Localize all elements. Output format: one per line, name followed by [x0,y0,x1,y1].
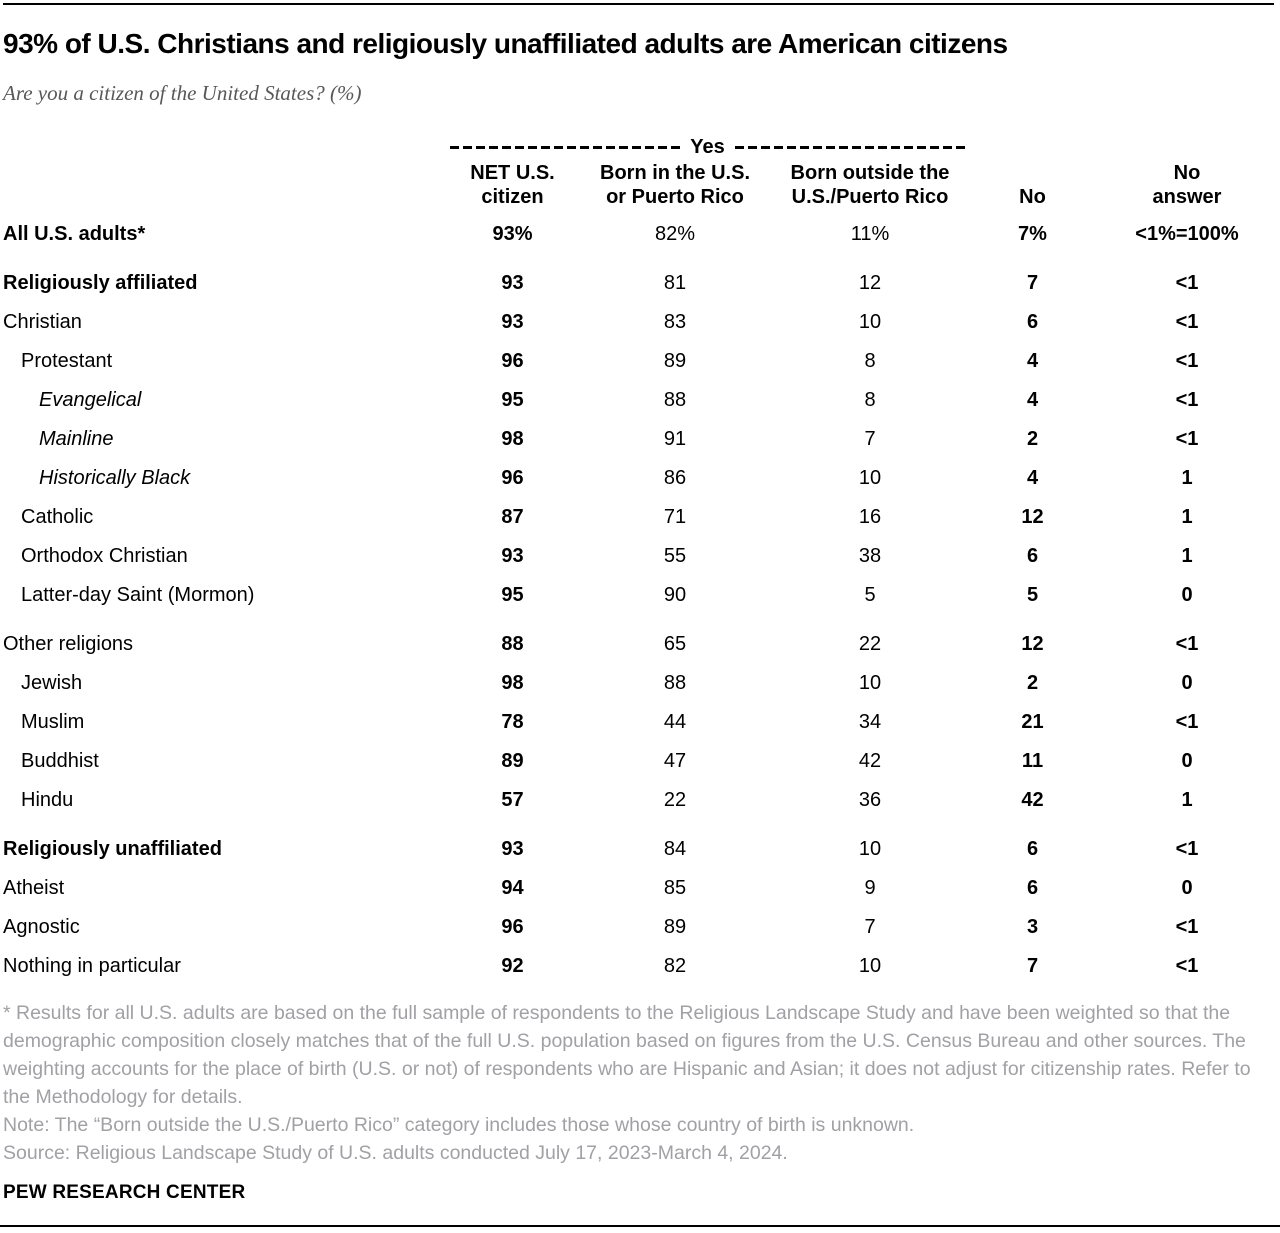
table-row [3,947,1274,986]
born-in-us-value: 90 [663,584,687,606]
no-answer-value: <1 [1175,389,1199,411]
row-label: Religiously affiliated [3,272,198,294]
net-citizen-value: 92 [501,955,524,977]
no-answer-value: 1 [1181,545,1193,567]
net-citizen-value: 98 [501,428,524,450]
net-citizen-value: 57 [501,789,524,811]
net-citizen-value: 93 [501,311,524,333]
top-rule [3,3,1274,5]
no-answer-value: 0 [1181,584,1193,606]
no-value: 6 [1026,838,1039,860]
net-citizen-value: 95 [501,584,524,606]
no-value: 11 [1021,750,1044,772]
no-answer-value: 0 [1181,877,1193,899]
born-in-us-value: 83 [663,311,687,333]
table-row [3,215,1274,254]
table-body [3,215,1274,986]
source-line: Source: Religious Landscape Study of U.S. adults conducted July 17, 2023-March 4, 2024. [3,1142,788,1164]
no-answer-value: <1 [1175,272,1199,294]
yes-dash-left [450,146,680,149]
net-citizen-value: 95 [501,389,524,411]
born-in-us-value: 65 [663,633,687,655]
no-value: 6 [1026,545,1039,567]
header-line: Born in the U.S. [600,162,750,184]
no-value: 7 [1026,955,1039,977]
no-answer-value: <1 [1175,633,1199,655]
born-outside-value: 38 [858,545,882,567]
no-answer-value: <1 [1175,711,1199,733]
no-value: 21 [1021,711,1044,733]
net-citizen-value: 93 [501,838,524,860]
net-citizen-value: 87 [501,506,524,528]
born-in-us-value: 84 [663,838,687,860]
no-value: 2 [1026,428,1039,450]
born-outside-value: 10 [858,838,882,860]
row-label: Evangelical [39,389,142,411]
table-row [3,303,1274,342]
row-label: Mainline [39,428,114,450]
no-value: 42 [1021,789,1044,811]
table-row [3,908,1274,947]
table-row [3,703,1274,742]
header-line: Born outside the [790,162,950,184]
row-label: Agnostic [3,916,80,938]
asterisk-footnote: * Results for all U.S. adults are based on the full sample of respondents to the Religious Landscape Study and have been weighted so that the demographic composition closely matches that of the full U.S. population based on figures from the U.S. Census Bureau and other sources. The weighting accounts for the place of birth (U.S. or not) of respondents who are Hispanic and Asian; it does not adjust for citizenship rates. Refer to the Methodology for details. [3,1002,1251,1108]
table-row [3,537,1274,576]
net-citizen-value: 96 [501,467,524,489]
no-value: 12 [1021,633,1044,655]
no-answer-value: 0 [1181,672,1193,694]
born-outside-value: 12 [858,272,882,294]
no-value: 7% [1018,223,1047,245]
row-label: Muslim [21,711,85,733]
no-answer-value: <1 [1175,916,1199,938]
no-answer-value: 1 [1181,506,1193,528]
row-label: Hindu [21,789,74,811]
yes-column-group-header [450,136,965,159]
born-outside-value: 5 [864,584,876,606]
no-answer-value: 0 [1181,750,1193,772]
table-row [3,781,1274,820]
table-row [3,342,1274,381]
row-label: Historically Black [39,467,191,489]
born-in-us-value: 82% [654,223,696,245]
col-header-no-answer [1100,161,1274,209]
col-header-no [965,185,1100,209]
row-label: Jewish [21,672,83,694]
net-citizen-value: 98 [501,672,524,694]
header-line: answer [1152,186,1222,208]
born-in-us-value: 22 [663,789,687,811]
pew-research-center-wordmark: PEW RESEARCH CENTER [3,1182,246,1203]
no-value: 4 [1026,467,1039,489]
born-outside-value: 22 [858,633,882,655]
header-line: citizen [481,186,544,208]
no-value: 6 [1026,877,1039,899]
born-outside-value: 8 [864,389,876,411]
table-row [3,830,1274,869]
born-outside-value: 10 [858,955,882,977]
net-citizen-value: 93 [501,272,524,294]
net-citizen-value: 89 [501,750,524,772]
table-row [3,498,1274,537]
no-answer-value: <1 [1175,838,1199,860]
no-value: 3 [1026,916,1039,938]
row-label: Other religions [3,633,134,655]
table-row [3,625,1274,664]
bottom-rule [0,1225,1280,1227]
net-citizen-value: 96 [501,350,524,372]
net-citizen-value: 93 [501,545,524,567]
table-row [3,664,1274,703]
col-header-net-us-citizen [450,161,575,209]
table-row [3,381,1274,420]
born-in-us-value: 82 [663,955,687,977]
table-row [3,869,1274,908]
table-row [3,742,1274,781]
row-label: Latter-day Saint (Mormon) [21,584,255,606]
header-line: NET U.S. [470,162,555,184]
row-label: Orthodox Christian [21,545,188,567]
yes-dash-right [735,146,965,149]
table-row [3,459,1274,498]
row-label: Protestant [21,350,113,372]
net-citizen-value: 78 [501,711,524,733]
born-in-us-value: 44 [663,711,687,733]
no-answer-value: 1 [1181,467,1193,489]
header-line: No [1173,162,1201,184]
net-citizen-value: 88 [501,633,524,655]
row-label: Christian [3,311,82,333]
net-citizen-value: 93% [492,223,533,245]
born-outside-value: 7 [864,916,876,938]
header-line: No [1019,186,1046,208]
row-label: Nothing in particular [3,955,181,977]
born-outside-value: 42 [858,750,882,772]
table-row [3,264,1274,303]
born-in-us-value: 85 [663,877,687,899]
born-outside-value: 10 [858,311,882,333]
born-outside-value: 9 [864,877,876,899]
born-outside-value: 36 [858,789,882,811]
row-label: All U.S. adults* [3,223,146,245]
born-outside-value: 8 [864,350,876,372]
born-in-us-value: 47 [663,750,687,772]
table-row [3,576,1274,615]
born-in-us-value: 91 [663,428,687,450]
born-outside-value: 11% [850,223,890,245]
no-answer-value: 1 [1181,789,1193,811]
no-value: 6 [1026,311,1039,333]
no-answer-value: <1 [1175,350,1199,372]
row-label: Atheist [3,877,65,899]
table-row [3,420,1274,459]
no-answer-value: <1 [1175,311,1199,333]
born-outside-value: 7 [864,428,876,450]
born-in-us-value: 88 [663,672,687,694]
no-answer-value: <1 [1175,955,1199,977]
row-label: Buddhist [21,750,99,772]
header-line: U.S./Puerto Rico [791,186,949,208]
header-line: or Puerto Rico [606,186,744,208]
yes-group-label: Yes [690,136,725,158]
no-value: 7 [1026,272,1039,294]
born-outside-value: 10 [858,672,882,694]
net-citizen-value: 94 [501,877,524,899]
born-in-us-value: 89 [663,350,687,372]
note-line: Note: The “Born outside the U.S./Puerto Rico” category includes those whose country of birth is unknown. [3,1114,915,1136]
col-header-born-outside-us [775,161,965,209]
pew-table-figure [0,3,1280,1204]
born-in-us-value: 81 [663,272,687,294]
no-value: 2 [1026,672,1039,694]
born-in-us-value: 89 [663,916,687,938]
footnote-block [3,999,1265,1167]
no-answer-value: <1%=100% [1135,223,1239,245]
row-label: Catholic [21,506,94,528]
col-header-born-in-us [575,161,775,209]
no-value: 5 [1026,584,1039,606]
born-outside-value: 10 [858,467,882,489]
no-answer-value: <1 [1175,428,1199,450]
born-in-us-value: 88 [663,389,687,411]
no-value: 4 [1026,389,1039,411]
born-outside-value: 16 [858,506,882,528]
born-outside-value: 34 [858,711,882,733]
column-header-row [3,161,1274,209]
survey-question-subtitle: Are you a citizen of the United States? (%) [3,81,362,105]
row-label: Religiously unaffiliated [3,838,222,860]
page-title: 93% of U.S. Christians and religiously unaffiliated adults are American citizens [3,28,1008,59]
born-in-us-value: 86 [663,467,687,489]
net-citizen-value: 96 [501,916,524,938]
born-in-us-value: 71 [663,506,687,528]
born-in-us-value: 55 [663,545,687,567]
no-value: 12 [1021,506,1044,528]
no-value: 4 [1026,350,1039,372]
